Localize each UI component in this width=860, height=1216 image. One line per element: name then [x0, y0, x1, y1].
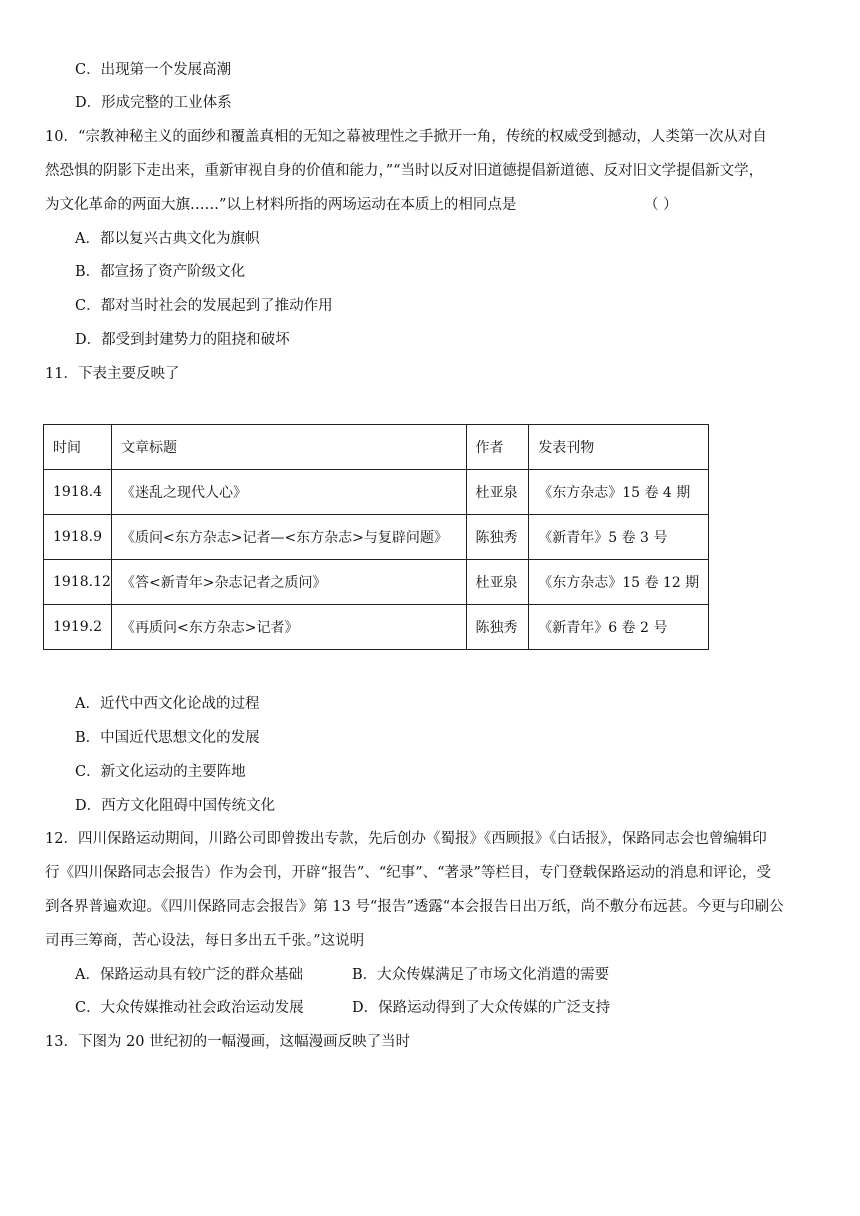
q11-option-a: A．近代中西文化论战的过程	[75, 696, 260, 712]
q12-option-d: D．保路运动得到了大众传媒的广泛支持	[352, 1000, 611, 1016]
q11-option-b: B．中国近代思想文化的发展	[75, 730, 260, 746]
table-row	[44, 605, 709, 650]
q10-stem-line-1: 10．“宗教神秘主义的面纱和覆盖真相的无知之幕被理性之手掀开一角，传统的权威受到撼动，人类第一次从对自	[45, 129, 767, 145]
q9-option-d: D．形成完整的工业体系	[75, 95, 232, 111]
q12-option-c: C．大众传媒推动社会政治运动发展	[75, 1000, 304, 1016]
q10-option-a: A．都以复兴古典文化为旗帜	[75, 231, 260, 247]
q12-stem-line-1: 12．四川保路运动期间，川路公司即曾拨出专款，先后创办《蜀报》《西顾报》《白话报》，保路同志会也曾编辑印	[45, 831, 767, 847]
cell-time: 1918.9	[44, 515, 112, 560]
q10-option-c: C．都对当时社会的发展起到了推动作用	[75, 298, 333, 314]
q10-option-b: B．都宣扬了资产阶级文化	[75, 264, 246, 280]
q9-option-c: C．出现第一个发展高潮	[75, 62, 232, 78]
table-row	[44, 470, 709, 515]
table-row	[44, 515, 709, 560]
q13-stem: 13．下图为 20 世纪初的一幅漫画，这幅漫画反映了当时	[45, 1034, 411, 1050]
cell-journal: 《东方杂志》15 卷 4 期	[529, 470, 709, 515]
cell-journal: 《新青年》6 卷 2 号	[529, 605, 709, 650]
q11-stem: 11．下表主要反映了	[45, 366, 180, 382]
q12-stem-line-3: 到各界普遍欢迎。《四川保路同志会报告》第 13 号“报告”透露“本会报告日出万纸，尚不敷分布远甚。今更与印刷公	[45, 899, 784, 915]
article-table	[43, 424, 709, 650]
cell-author: 杜亚泉	[466, 470, 529, 515]
header-journal: 发表刊物	[529, 425, 709, 470]
cell-author: 陈独秀	[466, 605, 529, 650]
cell-author: 杜亚泉	[466, 560, 529, 605]
q10-option-d: D．都受到封建势力的阻挠和破坏	[75, 332, 290, 348]
q11-option-c: C．新文化运动的主要阵地	[75, 764, 246, 780]
q12-option-b: B．大众传媒满足了市场文化消遣的需要	[352, 967, 610, 983]
header-title: 文章标题	[111, 425, 466, 470]
q11-option-d: D．西方文化阻碍中国传统文化	[75, 798, 276, 814]
cell-time: 1919.2	[44, 605, 112, 650]
q10-answer-blank: （ ）	[644, 197, 678, 213]
header-author: 作者	[466, 425, 529, 470]
q12-stem-line-4: 司再三筹商，苦心设法，每日多出五千张。”这说明	[45, 933, 365, 949]
cell-time: 1918.4	[44, 470, 112, 515]
q12-stem-line-2: 行《四川保路同志会报告）作为会刊，开辟“报告”、“纪事”、“著录”等栏目，专门登载保路运动的消息和评论，受	[45, 865, 771, 881]
header-time: 时间	[44, 425, 112, 470]
cell-title: 《答<新青年>杂志记者之质问》	[111, 560, 466, 605]
q10-stem-line-2: 然恐惧的阴影下走出来，重新审视自身的价值和能力，”“当时以反对旧道德提倡新道德、反对旧文学提倡新文学，	[45, 163, 764, 179]
q12-option-a: A．保路运动具有较广泛的群众基础	[75, 967, 303, 983]
cell-title: 《迷乱之现代人心》	[111, 470, 466, 515]
cell-title: 《质问<东方杂志>记者—<东方杂志>与复辟问题》	[111, 515, 466, 560]
cell-author: 陈独秀	[466, 515, 529, 560]
cell-title: 《再质问<东方杂志>记者》	[111, 605, 466, 650]
q10-stem-line-3: 为文化革命的两面大旗……”以上材料所指的两场运动在本质上的相同点是	[45, 197, 517, 213]
table-header-row	[44, 425, 709, 470]
cell-journal: 《新青年》5 卷 3 号	[529, 515, 709, 560]
table-row	[44, 560, 709, 605]
cell-journal: 《东方杂志》15 卷 12 期	[529, 560, 709, 605]
cell-time: 1918.12	[44, 560, 112, 605]
